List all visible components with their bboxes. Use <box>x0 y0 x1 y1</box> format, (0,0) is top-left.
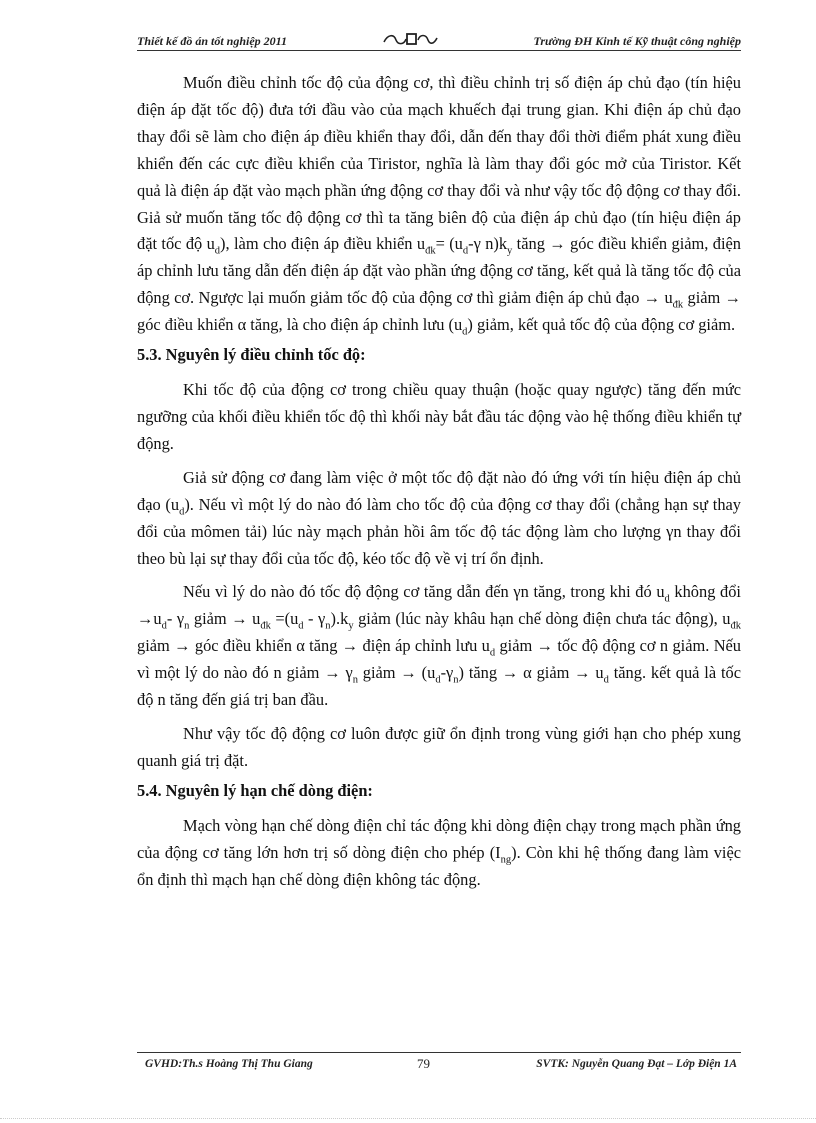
footer-student: SVTK: Nguyễn Quang Đạt – Lớp Điện 1A <box>536 1058 737 1070</box>
paragraph-current-limit: Mạch vòng hạn chế dòng điện chỉ tác động khi dòng điện chạy trong mạch phần ứng của động cơ tăng lớn hơn trị số dòng điện cho phép $(I_{ng})$. Còn khi hệ thống đang làm việc ổn định thì mạch hạn chế dòng điện không tác động. <box>137 815 741 889</box>
section-heading-5-3: 5.3. Nguyên lý điều chỉnh tốc độ: <box>137 345 366 365</box>
paragraph-speed-threshold: Khi tốc độ của động cơ trong chiều quay thuận (hoặc quay ngược) tăng đến mức ngưỡng của khối điều khiển tốc độ thì khối này bắt đầu tác động vào hệ thống điều khiển tự động. <box>137 380 741 453</box>
page-content <box>137 70 741 893</box>
header-right-text: Trường ĐH Kinh tế Kỹ thuật công nghiệp <box>533 34 741 48</box>
header-divider <box>137 50 741 51</box>
header-left-text: Thiết kế đồ án tốt nghiệp 2011 <box>137 34 288 48</box>
paragraph-speed-increase: Nếu vì lý do nào đó tốc độ động cơ tăng dẫn đến γn tăng, trong khi đó $u_d$ không đổi $\to u_d-$ $\gamma_n$ giảm → $u_{đk} =(u_d - \gamma_n).k_y$ giảm (lúc này khâu hạn chế dòng điện chưa tác động), $u_{đk}$ giảm → góc điều khiển α tăng → điện áp chỉnh lưu $u_d$ giảm → tốc độ động cơ n giảm. Nếu vì một lý do nào đó n giảm → $\gamma_n$ giảm → $(u_d-\gamma_n)$ tăng → α giảm → $u_d$ tăng. kết quả là tốc độ n tăng đến giá trị ban đầu. <box>137 582 742 710</box>
page-number: 79 <box>417 1056 430 1071</box>
footer-divider <box>137 1052 741 1053</box>
header-ornament-icon <box>380 30 440 50</box>
page-footer <box>137 1058 741 1078</box>
section-heading-5-4: 5.4. Nguyên lý hạn chế dòng điện: <box>137 780 373 800</box>
page-bottom-border <box>0 1118 816 1119</box>
paragraph-speed-adjustment: Muốn điều chỉnh tốc độ của động cơ, thì điều chỉnh trị số điện áp chủ đạo (tín hiệu điện áp đặt tốc độ) đưa tới đầu vào của mạch khuếch đại trung gian. Khi điện áp chủ đạo thay đổi sẽ làm cho điện áp điều khiển thay đổi, dẫn đến thay đổi thời điểm phát xung điều khiển đến các cực điều khiển của Tiristor, nghĩa là làm thay đổi góc mở của Tiristor. Kết quả là điện áp đặt vào mạch phần ứng động cơ thay đổi và như vậy tốc độ động cơ thay đổi. Giả sử muốn tăng tốc độ động cơ thì ta tăng biên độ của điện áp chủ đạo (tín hiệu điện áp đặt tốc độ $u_d$), làm cho điện áp điều khiển $u_{đk}= (u_d-\gamma$ $n)k_y$ tăng → góc điều khiển giảm, điện áp chỉnh lưu tăng dẫn đến điện áp đặt vào phần ứng động cơ tăng, kết quả là tăng tốc độ của động cơ. Ngược lại muốn giảm tốc độ của động cơ thì giảm điện áp chủ đạo → $u_{đk}$ giảm → góc điều khiển α tăng, là cho điện áp chỉnh lưu $(u_d)$ giảm, kết quả tốc độ của động cơ giảm. <box>137 73 741 338</box>
footer-supervisor: GVHD:Th.s Hoàng Thị Thu Giang <box>145 1058 313 1070</box>
paragraph-speed-stable: Như vậy tốc độ động cơ luôn được giữ ổn định trong vùng giới hạn cho phép xung quanh giá trị đặt. <box>137 723 741 770</box>
paragraph-speed-feedback: Giả sử động cơ đang làm việc ở một tốc độ đặt nào đó ứng với tín hiệu điện áp chủ đạo $(u_d)$. Nếu vì một lý do nào đó làm cho tốc độ của động cơ thay đổi (chẳng hạn sự thay đổi của mômen tải) lúc này mạch phản hồi âm tốc độ tác động làm cho lượng γn thay đổi theo bù lại sự thay đổi của tốc độ, kéo tốc độ về vị trí ổn định. <box>137 467 741 568</box>
page-header <box>137 30 741 52</box>
